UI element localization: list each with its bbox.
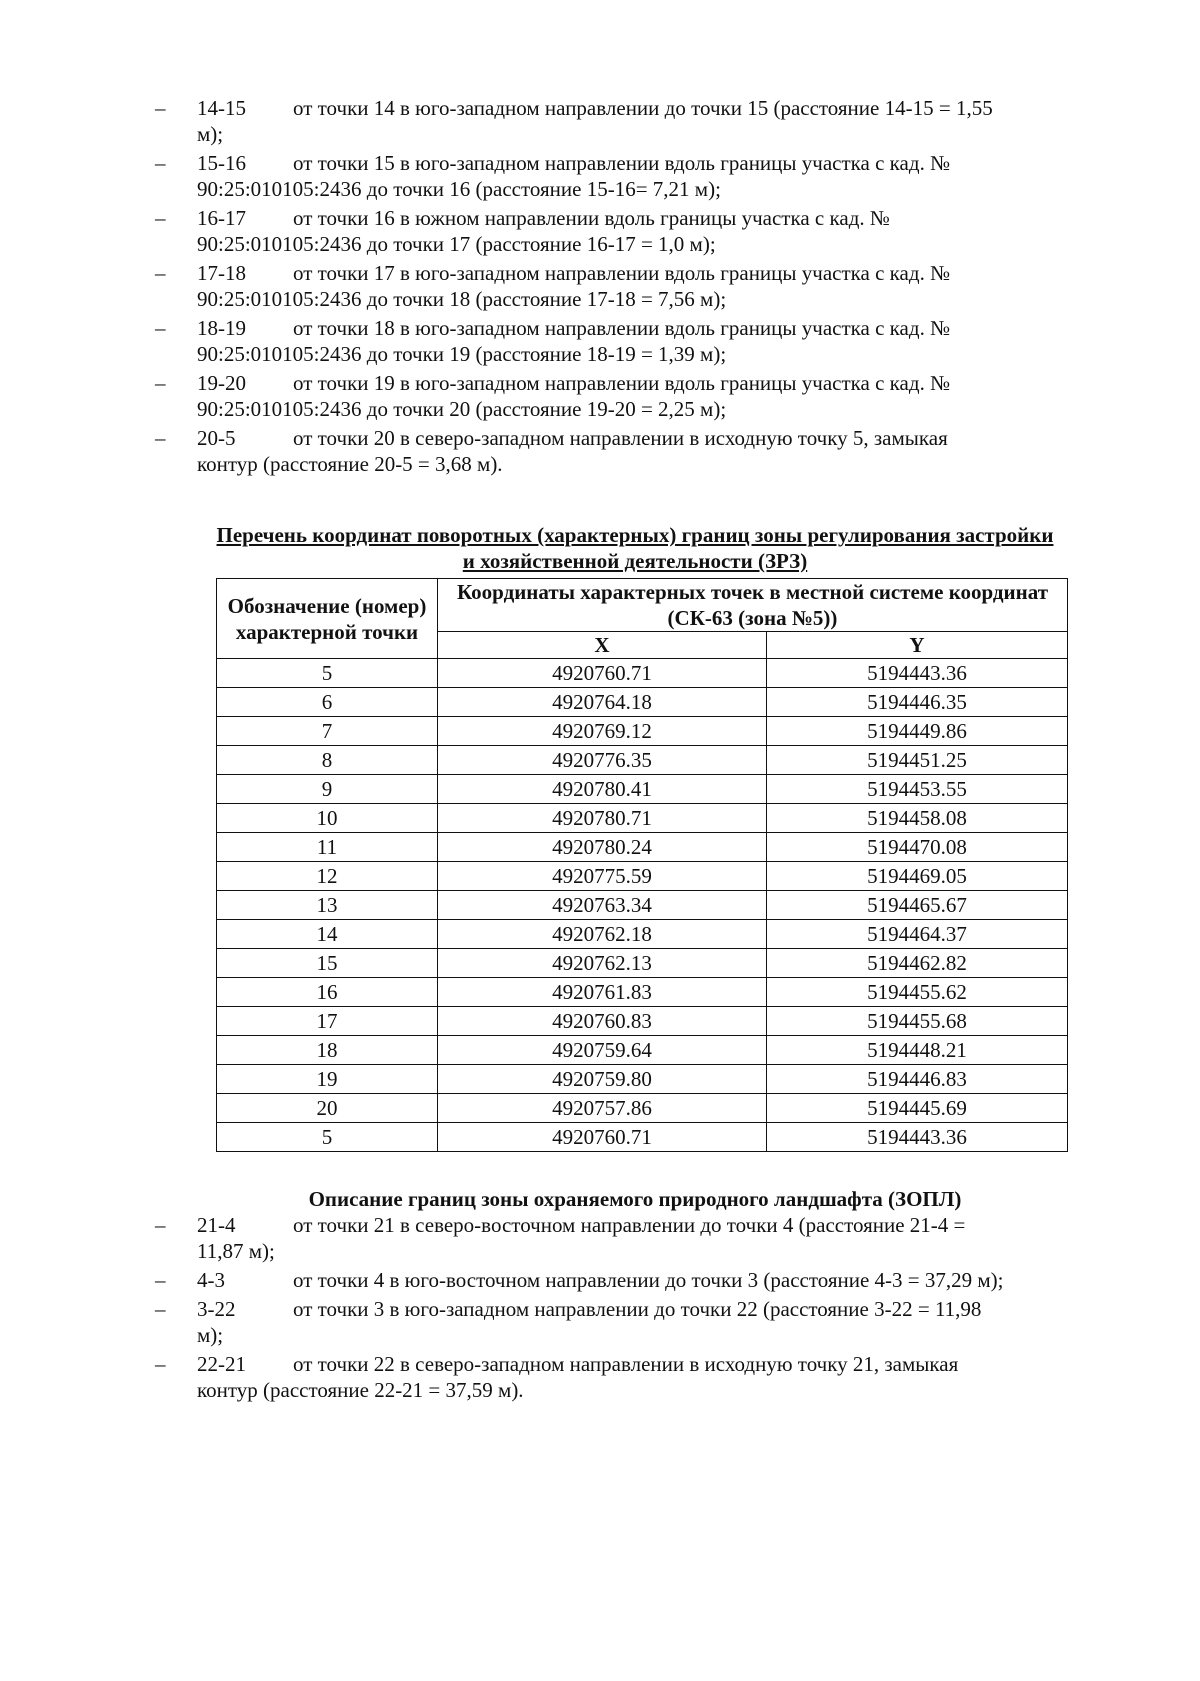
cell-y: 5194465.67	[767, 891, 1068, 920]
table-row	[217, 688, 1068, 717]
segment-code: 18-19	[197, 316, 246, 340]
cell-y: 5194446.35	[767, 688, 1068, 717]
list-dash: –	[155, 1268, 166, 1292]
segment-code: 17-18	[197, 261, 246, 285]
cell-point: 6	[217, 688, 438, 717]
cell-y: 5194455.68	[767, 1007, 1068, 1036]
cell-y: 5194448.21	[767, 1036, 1068, 1065]
table-row	[217, 920, 1068, 949]
list-item	[155, 1212, 1115, 1264]
segment-text: от точки 18 в юго-западном направлении вдоль границы участка с кад. №	[293, 316, 951, 340]
segment-text: от точки 20 в северо-западном направлении в исходную точку 5, замыкая	[293, 426, 948, 450]
list-item	[155, 1351, 1115, 1403]
zrz-table-title	[155, 522, 1115, 574]
cell-y: 5194443.36	[767, 659, 1068, 688]
list-dash: –	[155, 1352, 166, 1376]
cell-y: 5194449.86	[767, 717, 1068, 746]
cell-point: 10	[217, 804, 438, 833]
list-item	[155, 1267, 1115, 1293]
segment-code: 15-16	[197, 151, 246, 175]
cell-point: 9	[217, 775, 438, 804]
cell-x: 4920780.41	[438, 775, 767, 804]
segment-text-cont: 90:25:010105:2436 до точки 16 (расстояние 15-16= 7,21 м);	[197, 177, 721, 201]
zrz-title-line2: и хозяйственной деятельности (ЗРЗ)	[462, 549, 808, 573]
segment-text-cont: 90:25:010105:2436 до точки 18 (расстояние 17-18 = 7,56 м);	[197, 287, 727, 311]
list-item	[155, 370, 1115, 422]
segment-code: 20-5	[197, 426, 236, 450]
cell-point: 8	[217, 746, 438, 775]
cell-y: 5194445.69	[767, 1094, 1068, 1123]
segment-text: от точки 15 в юго-западном направлении вдоль границы участка с кад. №	[293, 151, 951, 175]
cell-x: 4920759.64	[438, 1036, 767, 1065]
cell-point: 13	[217, 891, 438, 920]
cell-y: 5194451.25	[767, 746, 1068, 775]
table-row	[217, 1036, 1068, 1065]
cell-x: 4920760.71	[438, 1123, 767, 1152]
table-row	[217, 949, 1068, 978]
cell-x: 4920776.35	[438, 746, 767, 775]
table-row	[217, 804, 1068, 833]
table-row	[217, 746, 1068, 775]
cell-point: 18	[217, 1036, 438, 1065]
cell-x: 4920760.71	[438, 659, 767, 688]
list-item	[155, 205, 1115, 257]
table-row	[217, 862, 1068, 891]
segment-text-cont: 90:25:010105:2436 до точки 20 (расстояние 19-20 = 2,25 м);	[197, 397, 727, 421]
segment-text: от точки 22 в северо-западном направлении в исходную точку 21, замыкая	[293, 1352, 959, 1376]
table-row	[217, 891, 1068, 920]
segment-code: 4-3	[197, 1268, 225, 1292]
cell-y: 5194469.05	[767, 862, 1068, 891]
list-dash: –	[155, 1213, 166, 1237]
header-coords: Координаты характерных точек в местной системе координат (СК-63 (зона №5))	[438, 579, 1068, 632]
cell-y: 5194464.37	[767, 920, 1068, 949]
segment-text: от точки 16 в южном направлении вдоль границы участка с кад. №	[293, 206, 890, 230]
cell-point: 15	[217, 949, 438, 978]
segment-text: от точки 4 в юго-восточном направлении до точки 3 (расстояние 4-3 = 37,29 м);	[293, 1268, 1004, 1292]
segment-text-cont: м);	[197, 122, 224, 146]
segment-text-cont: контур (расстояние 22-21 = 37,59 м).	[197, 1378, 524, 1402]
list-item	[155, 1296, 1115, 1348]
segment-text-cont: м);	[197, 1323, 224, 1347]
cell-y: 5194446.83	[767, 1065, 1068, 1094]
cell-y: 5194453.55	[767, 775, 1068, 804]
list-dash: –	[155, 261, 166, 285]
cell-x: 4920780.71	[438, 804, 767, 833]
list-dash: –	[155, 206, 166, 230]
segment-text: от точки 19 в юго-западном направлении вдоль границы участка с кад. №	[293, 371, 951, 395]
segment-code: 22-21	[197, 1352, 246, 1376]
cell-x: 4920757.86	[438, 1094, 767, 1123]
cell-point: 11	[217, 833, 438, 862]
segment-code: 3-22	[197, 1297, 236, 1321]
cell-x: 4920763.34	[438, 891, 767, 920]
table-row	[217, 833, 1068, 862]
table-row	[217, 659, 1068, 688]
cell-point: 5	[217, 1123, 438, 1152]
cell-x: 4920762.18	[438, 920, 767, 949]
segment-text: от точки 14 в юго-западном направлении до точки 15 (расстояние 14-15 = 1,55	[293, 96, 993, 120]
coordinates-table	[216, 578, 1068, 1152]
cell-point: 17	[217, 1007, 438, 1036]
cell-y: 5194443.36	[767, 1123, 1068, 1152]
cell-x: 4920762.13	[438, 949, 767, 978]
cell-point: 16	[217, 978, 438, 1007]
segment-text-cont: 90:25:010105:2436 до точки 17 (расстояние 16-17 = 1,0 м);	[197, 232, 716, 256]
segment-code: 19-20	[197, 371, 246, 395]
header-y: Y	[767, 632, 1068, 659]
cell-point: 12	[217, 862, 438, 891]
header-point: Обозначение (номер) характерной точки	[217, 579, 438, 659]
segment-code: 14-15	[197, 96, 246, 120]
segment-text-cont: 11,87 м);	[197, 1239, 275, 1263]
cell-point: 5	[217, 659, 438, 688]
cell-x: 4920780.24	[438, 833, 767, 862]
table-row	[217, 775, 1068, 804]
cell-point: 19	[217, 1065, 438, 1094]
list-dash: –	[155, 1297, 166, 1321]
cell-x: 4920769.12	[438, 717, 767, 746]
header-x: X	[438, 632, 767, 659]
list-dash: –	[155, 96, 166, 120]
cell-x: 4920760.83	[438, 1007, 767, 1036]
segment-code: 16-17	[197, 206, 246, 230]
segment-text-cont: контур (расстояние 20-5 = 3,68 м).	[197, 452, 503, 476]
segment-code: 21-4	[197, 1213, 236, 1237]
segment-text: от точки 17 в юго-западном направлении вдоль границы участка с кад. №	[293, 261, 951, 285]
cell-y: 5194470.08	[767, 833, 1068, 862]
table-row	[217, 978, 1068, 1007]
list-dash: –	[155, 371, 166, 395]
segment-text: от точки 3 в юго-западном направлении до точки 22 (расстояние 3-22 = 11,98	[293, 1297, 982, 1321]
cell-x: 4920759.80	[438, 1065, 767, 1094]
table-row	[217, 1123, 1068, 1152]
table-row	[217, 1007, 1068, 1036]
zopl-segment-list	[155, 1212, 1115, 1406]
cell-y: 5194462.82	[767, 949, 1068, 978]
cell-y: 5194455.62	[767, 978, 1068, 1007]
list-dash: –	[155, 316, 166, 340]
list-item	[155, 95, 1115, 147]
cell-y: 5194458.08	[767, 804, 1068, 833]
cell-x: 4920775.59	[438, 862, 767, 891]
table-row	[217, 717, 1068, 746]
table-row	[217, 1065, 1068, 1094]
segment-text: от точки 21 в северо-восточном направлении до точки 4 (расстояние 21-4 =	[293, 1213, 966, 1237]
list-item	[155, 150, 1115, 202]
zrz-segment-list	[155, 95, 1115, 480]
list-item	[155, 315, 1115, 367]
list-dash: –	[155, 426, 166, 450]
cell-x: 4920761.83	[438, 978, 767, 1007]
cell-point: 20	[217, 1094, 438, 1123]
cell-x: 4920764.18	[438, 688, 767, 717]
list-item	[155, 425, 1115, 477]
zopl-title: Описание границ зоны охраняемого природного ландшафта (ЗОПЛ)	[308, 1187, 962, 1211]
cell-point: 7	[217, 717, 438, 746]
table-row	[217, 1094, 1068, 1123]
list-dash: –	[155, 151, 166, 175]
list-item	[155, 260, 1115, 312]
zrz-title-line1: Перечень координат поворотных (характерных) границ зоны регулирования застройки	[216, 523, 1054, 547]
cell-point: 14	[217, 920, 438, 949]
segment-text-cont: 90:25:010105:2436 до точки 19 (расстояние 18-19 = 1,39 м);	[197, 342, 727, 366]
